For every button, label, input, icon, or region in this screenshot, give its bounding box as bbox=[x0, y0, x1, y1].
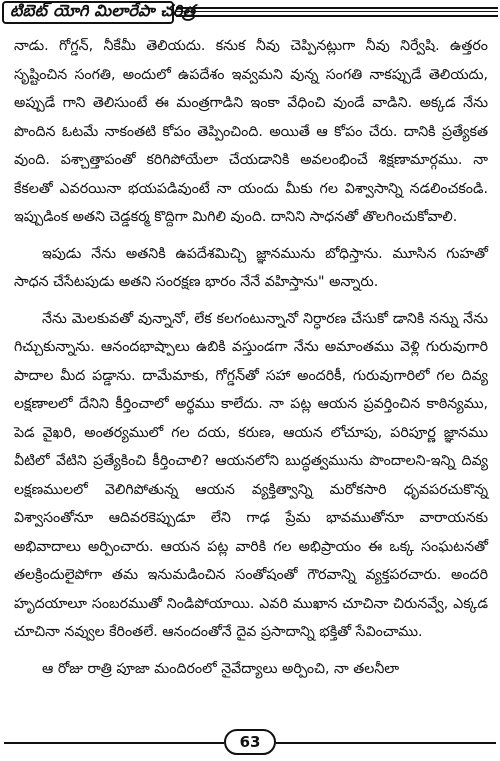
page-footer bbox=[0, 728, 500, 756]
book-title: టిబెట్ యోగి మిలారేపా చరిత్ర bbox=[2, 1, 174, 24]
running-header bbox=[0, 0, 500, 28]
paragraph-1: నాడు. గోగ్డన్, నీకేమీ తెలియదు. కనుక నీవు చెప్పినట్లుగా నీవు నిర్వేషి. ఉత్తరం సృష్టించిన సంగతి, అందులో ఉపదేశం ఇవ్వమని వున్న సంగతి నాకప్పుడే తెలియదు, అప్పుడే గాని తెలిసుంటే ఈ మంత్రగాడిని ఇంకా వేధించి వుండే వాడిని. అక్కడ నేను పొందిన ఓటమే నాకంతటి కోపం తెప్పించింది. అయితే ఆ కోపం చేరు. దానికి ప్రత్యేకత వుంది. పశ్చాత్తాపంతో కరిగిపోయేలా చేయడానికి అవలంభించే శిక్షణామార్గము. నా కేకలతో ఎవరయినా భయపడివుంటే నా యందు మీకు గల విశ్వాసాన్ని నడలించకండి. ఇప్పుడింక అతని చెడ్డకర్మ కొద్దిగా మిగిలి వుంది. దానిని సాధనతో తొలగించుకోవాలి. bbox=[14, 38, 488, 225]
footer-rule-right bbox=[276, 742, 496, 744]
paragraph-4: ఆ రోజు రాత్రి పూజా మందిరంలో నైవేద్యాలు అర్పించి, నా తలనీలా bbox=[42, 660, 400, 677]
page-number: 63 bbox=[224, 729, 276, 755]
paragraph-2: ఇపుడు నేను అతనికి ఉపదేశమిచ్చి జ్ఞానమును బోధిస్తాను. మూసిన గుహతో సాధన చేసేటపుడు అతని సంరక్షణ భారం నేనే వహిస్తాను" అన్నారు. bbox=[14, 245, 488, 290]
paragraph-3: నేను మెలకువతో వున్నానో, లేక కలగంటున్నానో నిర్ధారణ చేసుకో డానికి నన్ను నేను గిచ్చుకున్నాను. ఆనందభాష్పాలు ఉబికి వస్తుండగా నేను అమాంతము వెళ్లి గురువుగారి పాదాల మీద పడ్డాను. దామేమాకు, గోగ్డన్‌తో సహా అందరికీ, గురువుగారిలో గల దివ్య లక్షణాలలో దేనిని కీర్తించాలో అర్థము కాలేదు. నా పట్ల ఆయన ప్రవర్తించిన కాఠిన్యము, పెడ వైఖరి, అంతర్యములో గల దయ, కరుణ, ఆయన లోచూపు, పరిపూర్ణ జ్ఞానము వీటిలో వేటిని ప్రత్యేకించి కీర్తించాలి? ఆయనలోని బుద్ధత్వమును పొందాలని-ఇన్ని దివ్య లక్షణములలో వెలిగిపోతున్న ఆయన వ్యక్తిత్వాన్ని మరోకసారి ధృవపరచుకొన్న విశ్వాసంతోనూ ఆదివరకెప్పుడూ లేని గాఢ ప్రేమ భావముతోనూ వారాయనకు అభివాదాలు అర్పించారు. ఆయన పట్ల వారికి గల అభిప్రాయం ఈ ఒక్క సంఘటనతో తలక్రిందులైపోగా తమ ఇనుమడించిన సంతోషంతో గౌరవాన్ని వ్యక్తపరచారు. అందరి హృదయాలూ సంబరముతో నిండిపోయాయి. ఎవరి ముఖాన చూచినా చిరునవ్వే, ఎక్కడ చూచినా నవ్వుల కేరింతలే. ఆనందంతోనే దైవ ప్రసాదాన్ని భక్తితో సేవించాము. bbox=[14, 310, 488, 640]
page-body bbox=[14, 32, 488, 683]
footer-rule-left bbox=[4, 742, 224, 744]
header-decorative-rule bbox=[176, 7, 498, 17]
